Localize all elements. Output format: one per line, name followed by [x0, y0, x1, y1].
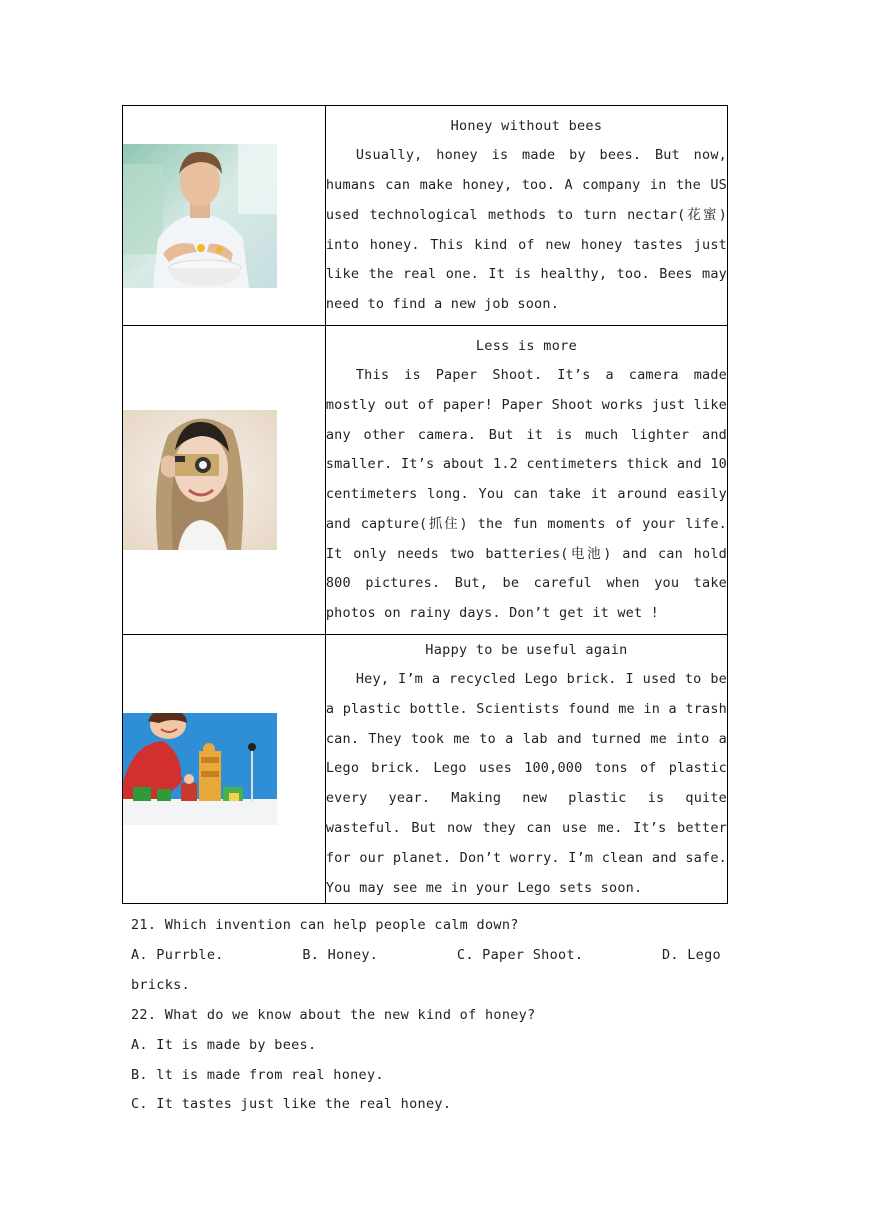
article-body: Usually, honey is made by bees. But now, humans can make honey, too. A company in the US used technological methods to turn nectar(花蜜) into honey. This kind of new honey tastes just like the real one. It is healthy, too. Bees may need to find a new job soon. [325, 147, 727, 313]
child-playing-lego-photo [123, 713, 277, 825]
question-stem: 22. What do we know about the new kind of honey? [131, 1006, 536, 1023]
article-row [123, 106, 728, 326]
man-with-honey-photo [123, 144, 277, 288]
answer-options [131, 941, 721, 971]
option-d: D. Lego [661, 946, 721, 963]
article-title: Happy to be useful again [425, 642, 628, 658]
article-image-cell [123, 635, 326, 904]
article-row [123, 635, 728, 904]
option-a: A. Purrble. [131, 946, 224, 963]
article-text-cell [325, 326, 727, 635]
article-title: Less is more [475, 337, 577, 354]
article-image-cell [123, 106, 326, 326]
article-body: Hey, I’m a recycled Lego brick. I used to be a plastic bottle. Scientists found me in a trash can. They took me to a lab and turned me into a Lego brick. Lego uses 100,000 tons of plastic every year. Making new plastic is quite wasteful. But now they can use me. It’s better for our planet. Don’t worry. I’m clean and safe. You may see me in your Lego sets soon. [325, 671, 727, 896]
woman-with-paper-camera-photo [123, 410, 277, 550]
option-a: A. It is made by bees. [131, 1036, 317, 1053]
option-b: B. lt is made from real honey. [131, 1066, 384, 1083]
article-text-cell [325, 635, 727, 904]
article-title: Honey without bees [450, 118, 603, 135]
article-row [123, 326, 728, 635]
article-image-cell [123, 326, 326, 635]
option-c: C. It tastes just like the real honey. [131, 1096, 452, 1113]
article-body: This is Paper Shoot. It’s a camera made mostly out of paper! Paper Shoot works just like any other camera. But it is much lighter and smaller. It’s about 1.2 centimeters thick and 10 centimeters long. You can take it around easily and capture(抓住) the fun moments of your life. It only needs two batteries(电池) and can hold 800 pictures. But, be careful when you take photos on rainy days. Don’t get it wet ! [325, 366, 727, 622]
option-b: B. Honey. [302, 946, 379, 963]
question-stem: 21. Which invention can help people calm down? [131, 917, 519, 933]
questions-section [131, 911, 721, 1120]
option-continuation: bricks. [131, 976, 190, 993]
articles-table [122, 105, 728, 904]
article-text-cell [325, 106, 727, 326]
option-c: C. Paper Shoot. [456, 946, 584, 963]
